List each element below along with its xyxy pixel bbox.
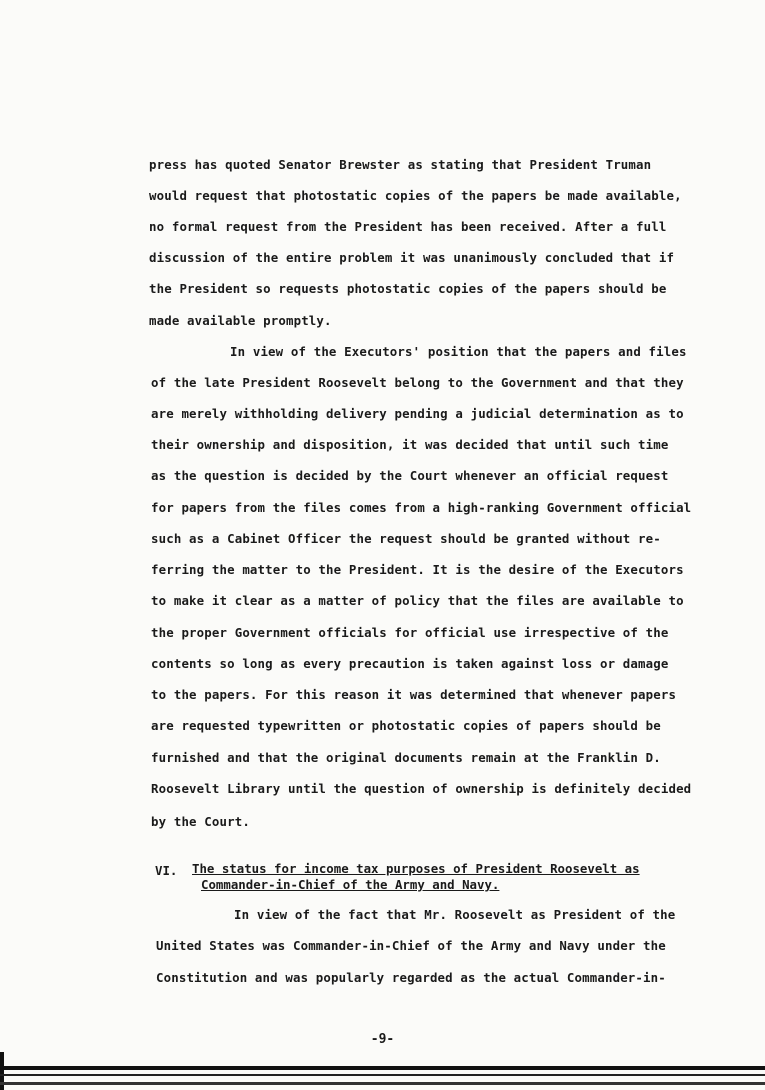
section-title-line-2: Commander-in-Chief of the Army and Navy. — [201, 877, 500, 892]
bottom-rule-thick — [0, 1066, 765, 1070]
bottom-rule-edge — [0, 1082, 765, 1085]
body-line-3: no formal request from the President has been received. After a full — [149, 219, 667, 234]
body-line-12: for papers from the files comes from a high-ranking Government official — [151, 500, 692, 515]
bottom-rule-thin — [0, 1074, 765, 1076]
body-line-17: contents so long as every precaution is taken against loss or damage — [151, 656, 669, 671]
page-number: -9- — [370, 1032, 395, 1047]
body-line-18: to the papers. For this reason it was determined that whenever papers — [151, 687, 677, 702]
section-number: VI. — [155, 863, 178, 878]
body-line-1: press has quoted Senator Brewster as stating that President Truman — [149, 157, 652, 172]
section-line-1: In view of the fact that Mr. Roosevelt as President of the — [234, 907, 676, 922]
section-title-line-1: The status for income tax purposes of President Roosevelt as — [192, 861, 640, 876]
section-line-3: Constitution and was popularly regarded as the actual Commander-in- — [156, 970, 666, 985]
body-line-19: are requested typewritten or photostatic copies of papers should be — [151, 718, 661, 733]
body-line-21: Roosevelt Library until the question of ownership is definitely decided — [151, 781, 692, 796]
body-line-2: would request that photostatic copies of the papers be made available, — [149, 188, 682, 203]
body-line-13: such as a Cabinet Officer the request should be granted without re- — [151, 531, 661, 546]
body-line-11: as the question is decided by the Court whenever an official request — [151, 468, 669, 483]
body-line-14: ferring the matter to the President. It is the desire of the Executors — [151, 562, 684, 577]
body-line-22: by the Court. — [151, 814, 250, 829]
body-line-15: to make it clear as a matter of policy that the files are available to — [151, 593, 684, 608]
body-line-9: are merely withholding delivery pending a judicial determination as to — [151, 406, 684, 421]
body-line-4: discussion of the entire problem it was unanimously concluded that if — [149, 250, 675, 265]
section-line-2: United States was Commander-in-Chief of the Army and Navy under the — [156, 938, 666, 953]
body-line-8: of the late President Roosevelt belong to the Government and that they — [151, 375, 684, 390]
body-line-5: the President so requests photostatic copies of the papers should be — [149, 281, 667, 296]
body-line-7: In view of the Executors' position that the papers and files — [230, 344, 687, 359]
body-line-16: the proper Government officials for official use irrespective of the — [151, 625, 669, 640]
body-line-20: furnished and that the original documents remain at the Franklin D. — [151, 750, 661, 765]
body-line-6: made available promptly. — [149, 313, 332, 328]
body-line-10: their ownership and disposition, it was decided that until such time — [151, 437, 669, 452]
